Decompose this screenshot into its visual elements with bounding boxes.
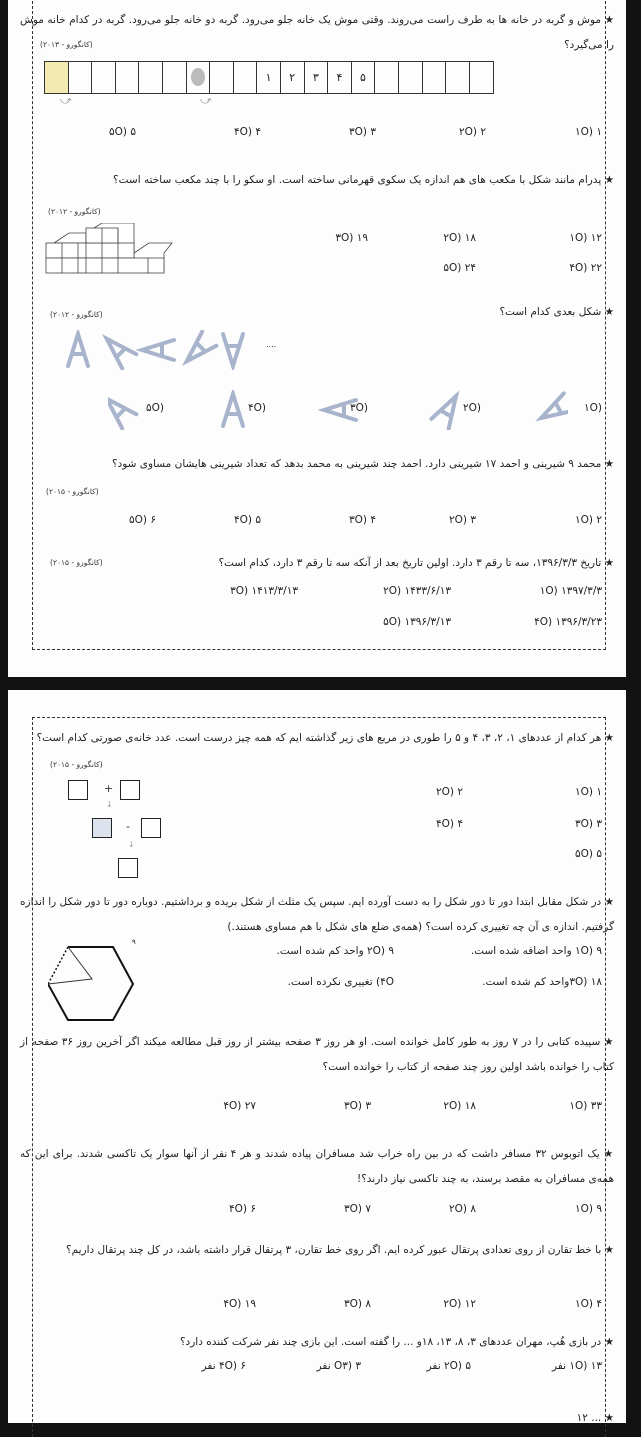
option-1[interactable]: ۱۲ (۱O	[569, 232, 602, 244]
question-3	[20, 300, 614, 325]
track-cell-4: ۴	[328, 62, 352, 93]
number-box	[68, 780, 88, 800]
plus-sign: +	[104, 782, 114, 795]
option-5[interactable]: ۵ (۵O	[109, 126, 136, 138]
option-5[interactable]: ۲۴ (۵O	[443, 262, 476, 274]
option-3[interactable]: ۸ (۳O	[344, 1298, 371, 1310]
source-label: (کانگورو - ۲۰۱۲)	[48, 207, 101, 216]
question-11	[20, 1330, 614, 1355]
option-2[interactable]: ۳ (۲O	[449, 514, 476, 526]
option-4[interactable]: ۲۲ (۴O	[569, 262, 602, 274]
sequence-ellipsis: ....	[266, 340, 277, 349]
track-cell-1: ۱	[257, 62, 281, 93]
option-4[interactable]: ۴ (۴O	[234, 126, 261, 138]
option-3[interactable]: O۳) ۳ نفر	[316, 1360, 361, 1372]
option-2[interactable]: ۱۴۳۳/۶/۱۳ (۲O	[383, 585, 451, 597]
hexagon-figure	[48, 942, 148, 1022]
option-3[interactable]: ۱۴۱۳/۳/۱۳ (۳O	[230, 585, 298, 597]
option-2[interactable]: ۲ (۲O	[459, 126, 486, 138]
question-4	[20, 452, 614, 477]
jump-arrow-icon: ⤻	[60, 94, 72, 107]
option-5[interactable]: ۶ (۵O	[129, 514, 156, 526]
worksheet-page-2	[8, 690, 626, 1423]
worksheet-page-1	[8, 0, 626, 677]
question-1	[20, 8, 614, 58]
option-2[interactable]: ۲O) ۹ واحد کم شده است.	[276, 945, 394, 957]
option-1[interactable]: ۴ (۱O	[575, 1298, 602, 1310]
question-7	[20, 890, 614, 940]
question-5	[168, 551, 614, 576]
question-text: ★ با خط تقارن از روی تعدادی پرتقال عبور کرده ایم. اگر روی خط تقارن، ۳ پرتقال قرار داشته باشد، در کل چند پرتقال داریم؟	[66, 1244, 614, 1256]
option-1[interactable]: ۹ (۱O	[575, 1203, 602, 1215]
option-5[interactable]: ۵ (۵O	[575, 848, 602, 860]
question-text: ★ محمد ۹ شیرینی و احمد ۱۷ شیرینی دارد. احمد چند شیرینی به محمد بدهد که تعداد شیرینی هایشان مساوی شود؟	[111, 458, 614, 470]
rotating-a-sequence	[63, 330, 253, 370]
question-6	[20, 726, 614, 751]
minus-sign: -	[126, 820, 130, 833]
option-4[interactable]: ۲۷ (۴O	[223, 1100, 256, 1112]
source-label: (کانگورو - ۲۰۱۵)	[50, 760, 103, 769]
option-3[interactable]: ۷ (۳O	[344, 1203, 371, 1215]
pink-number-box	[92, 818, 112, 838]
podium-cubes-figure	[44, 223, 174, 283]
option-4[interactable]: ۴O) تغییری نکرده است.	[287, 976, 394, 988]
track-cell-5: ۵	[352, 62, 376, 93]
option-4[interactable]: ۴ (۴O	[436, 818, 463, 830]
option-3[interactable]: ۳ (۳O	[344, 1100, 371, 1112]
down-arrow-icon: ↓	[106, 800, 113, 809]
option-1[interactable]: ۱O) ۹ واحد اضافه شده است.	[470, 945, 602, 957]
question-2	[20, 168, 614, 193]
question-text: ★ تاریخ ۱۳۹۶/۳/۳، سه تا رقم ۳ دارد. اولین تاریخ بعد از آنکه سه تا رقم ۳ دارد، کدام است؟	[218, 557, 614, 569]
option-5[interactable]: ۱۳۹۶/۳/۱۳ (۵O	[383, 616, 451, 628]
option-1[interactable]: ۱O) ۱۳ نفر	[552, 1360, 602, 1372]
question-text: ★ پدرام مانند شکل با مکعب های هم اندازه یک سکوی قهرمانی ساخته است. او سکو را با چند مکعب ساخته است؟	[113, 174, 614, 186]
option-3[interactable]: (۳O	[349, 402, 368, 414]
option-2[interactable]: (۲O	[462, 402, 481, 414]
option-2[interactable]: ۱۲ (۲O	[443, 1298, 476, 1310]
option-2[interactable]: ۱۸ (۲O	[443, 1100, 476, 1112]
down-arrow-icon: ↓	[128, 840, 135, 849]
option-1[interactable]: ۳۳ (۱O	[569, 1100, 602, 1112]
track-cell-2: ۲	[281, 62, 305, 93]
option-2[interactable]: ۱۸ (۲O	[443, 232, 476, 244]
question-text: ★ در شکل مقابل ابتدا دور تا دور شکل را به دست آورده ایم. سپس یک مثلث از شکل بریده و برداشتیم. دوباره دور تا دور شکل را اندازه گرفتیم. اندازه ی آن چه تغییری کرده است؟ (همه‌ی ضلع های شکل با هم مساوی هستند.)	[20, 896, 614, 933]
option-4[interactable]: ۱۹ (۴O	[223, 1298, 256, 1310]
source-label: (کانگورو - ۲۰۱۵)	[50, 558, 103, 567]
option-4[interactable]: (۴O	[247, 402, 266, 414]
option-4[interactable]: ۵ (۴O	[234, 514, 261, 526]
option-4[interactable]: ۴O) ۶ نفر	[201, 1360, 246, 1372]
option-2[interactable]: ۸ (۲O	[449, 1203, 476, 1215]
number-box	[141, 818, 161, 838]
jump-arrow-icon: ⤻	[200, 94, 212, 107]
option-3[interactable]: ۱۹ (۳O	[335, 232, 368, 244]
option-3[interactable]: ۳O) ۱۸واحد کم شده است.	[482, 976, 602, 988]
question-10	[20, 1238, 614, 1263]
source-label: (کانگورو - ۲۰۱۳)	[40, 40, 93, 49]
option-1[interactable]: ۱ (۱O	[575, 786, 602, 798]
option-1[interactable]: ۱۳۹۷/۳/۳ (۱O	[539, 585, 602, 597]
question-text: ★ موش و گربه در خانه ها به طرف راست می‌روند. وقتی موش یک خانه جلو می‌رود. گربه دو خانه جلو می‌رود. گربه در کدام خانه موش را می‌گیرد؟	[20, 14, 614, 51]
question-text: ★ ... ۱۲	[576, 1412, 614, 1424]
track-cell-3: ۳	[305, 62, 329, 93]
question-text: ★ سپیده کتابی را در ۷ روز به طور کامل خوانده است. او هر روز ۳ صفحه بیشتر از روز قبل مطالعه میکند اگر آخرین روز ۳۶ صفحه از کتاب را خوانده باشد اولین روز چند صفحه از کتاب را خوانده است؟	[20, 1036, 614, 1073]
option-3[interactable]: ۳ (۳O	[349, 126, 376, 138]
question-9	[20, 1142, 614, 1192]
option-2[interactable]: ۲O) ۵ نفر	[426, 1360, 471, 1372]
cat-icon	[45, 62, 69, 93]
question-text: ★ در بازی هُپ، مهران عددهای ۳، ۸، ۱۳، ۱۸و ... را گفته است. این بازی چند نفر شرکت کننده دارد؟	[179, 1336, 614, 1348]
option-2[interactable]: ۲ (۲O	[436, 786, 463, 798]
side-length-label: ۹	[132, 938, 136, 946]
option-3[interactable]: ۴ (۳O	[349, 514, 376, 526]
option-figures	[108, 390, 568, 430]
mouse-icon	[187, 62, 211, 93]
source-label: (کانگورو - ۲۰۱۲)	[50, 310, 103, 319]
option-5[interactable]: (۵O	[145, 402, 164, 414]
option-1[interactable]: ۱ (۱O	[575, 126, 602, 138]
question-text: ★ هر کدام از عددهای ۱، ۲، ۳، ۴ و ۵ را طوری در مربع های زیر گذاشته ایم که همه چیز درست است. عدد خانه‌ی صورتی کدام است؟	[36, 732, 614, 744]
option-3[interactable]: ۳ (۳O	[575, 818, 602, 830]
option-1[interactable]: (۱O	[583, 402, 602, 414]
question-text: ★ یک اتوبوس ۳۲ مسافر داشت که در بین راه خراب شد مسافران پیاده شدند و هر ۴ نفر از آنها سوار یک تاکسی شدند. برای این که همه‌ی مسافران به مقصد برسند، به چند تاکسی نیاز دارند؟!	[20, 1148, 614, 1185]
question-12-partial	[20, 1406, 614, 1431]
cat-mouse-track	[44, 61, 494, 94]
question-text: ★ شکل بعدی کدام است؟	[499, 306, 614, 318]
number-box	[120, 780, 140, 800]
option-1[interactable]: ۲ (۱O	[575, 514, 602, 526]
result-box	[118, 858, 138, 878]
question-8	[20, 1030, 614, 1080]
option-4[interactable]: ۱۳۹۶/۳/۲۳ (۴O	[534, 616, 602, 628]
source-label: (کانگورو - ۲۰۱۵)	[46, 487, 99, 496]
option-4[interactable]: ۶ (۴O	[229, 1203, 256, 1215]
